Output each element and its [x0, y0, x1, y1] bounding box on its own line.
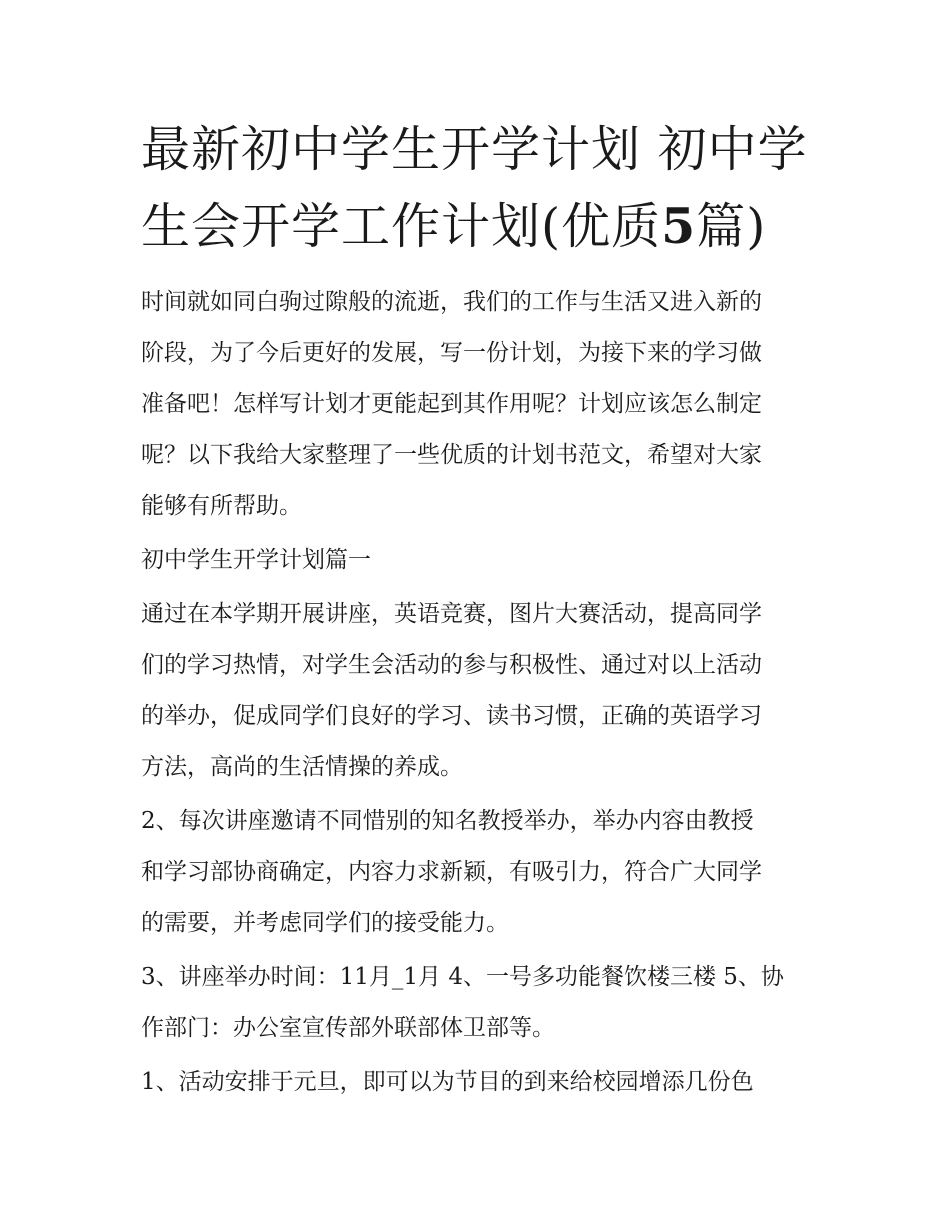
- title-line-2: 生会开学工作计划(优质: [141, 198, 662, 255]
- text-line: 们的学习热情，对学生会活动的参与积极性、通过对以上活动: [141, 652, 762, 678]
- text-line: 阶段，为了今后更好的发展，写一份计划，为接下来的学习做: [141, 340, 762, 366]
- text-line: 3、讲座举办时间：11月_1月 4、一号多功能餐饮楼三楼 5、协: [141, 964, 784, 990]
- body-paragraph: [141, 952, 813, 1054]
- body-paragraph: [141, 1057, 813, 1108]
- text-line: 能够有所帮助。: [141, 493, 302, 519]
- document-title: [141, 112, 813, 265]
- text-line: 通过在本学期开展讲座，英语竞赛，图片大赛活动，提高同学: [141, 601, 762, 627]
- text-line: 作部门：办公室宣传部外联部体卫部等。: [141, 1015, 555, 1041]
- text-line: 呢？以下我给大家整理了一些优质的计划书范文，希望对大家: [141, 442, 762, 468]
- text-line: 准备吧！怎样写计划才更能起到其作用呢？计划应该怎么制定: [141, 391, 762, 417]
- title-suffix: 篇): [696, 198, 767, 255]
- text-line: 方法，高尚的生活情操的养成。: [141, 754, 463, 780]
- document-page: [141, 112, 813, 1111]
- text-line: 和学习部协商确定，内容力求新颖，有吸引力，符合广大同学: [141, 859, 762, 885]
- text-line: 1、活动安排于元旦，即可以为节目的到来给校园增添几份色: [141, 1069, 754, 1095]
- text-line: 时间就如同白驹过隙般的流逝，我们的工作与生活又进入新的: [141, 289, 762, 315]
- body-paragraph: [141, 796, 813, 949]
- section-heading: [141, 535, 813, 586]
- text-line: 2、每次讲座邀请不同惜别的知名教授举办，举办内容由教授: [141, 808, 754, 834]
- document-body: [141, 277, 813, 1108]
- text-line: 初中学生开学计划篇一: [141, 547, 371, 573]
- title-line-1: 最新初中学生开学计划 初中学: [141, 121, 808, 178]
- text-line: 的举办，促成同学们良好的学习、读书习惯，正确的英语学习: [141, 703, 762, 729]
- intro-paragraph: [141, 277, 813, 532]
- title-count: 5: [661, 197, 697, 255]
- body-paragraph: [141, 589, 813, 793]
- text-line: 的需要，并考虑同学们的接受能力。: [141, 910, 509, 936]
